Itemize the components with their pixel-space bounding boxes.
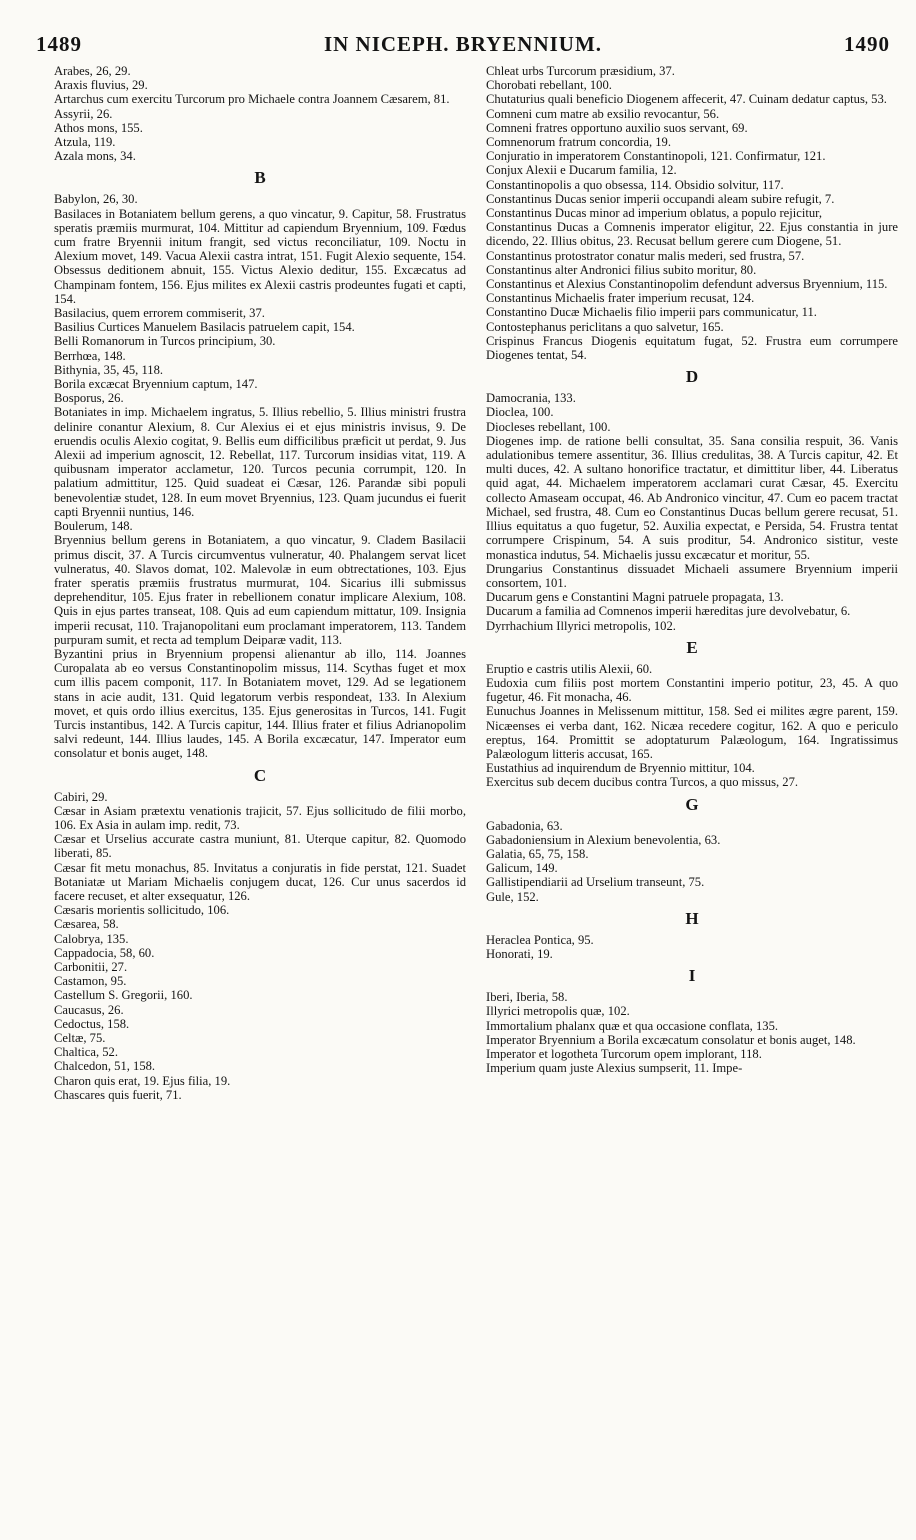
index-entry: Cæsarea, 58. [54, 917, 119, 932]
section-letter: G [685, 794, 699, 814]
index-entry: Chutaturius quali beneficio Diogenem affecerit, 47. Cuinam dedatur captus, 53. [486, 92, 887, 107]
index-entry: Bryennius bellum gerens in Botaniatem, a quo vincatur, 9. Cladem Basilacii primus discit, 37. A Turcis circumventus vulneratur, 40. Phalangem servat licet vulneratus, 40. Slavos domat, 102. Malevolæ in eum obtrectationes, 103. Ejus frater speratis præmiis frustratus murmurat, 104. Sicarius illi submissus deprehenditur, 105. Ejus frater in rebellionem conatur implicare Alexium, 108. Quis in ejus partes transeat, 108. Quis ad eum capiendum mittatur, 109. Insignia imperii recusat, 110. Trajanopolitani eum proclamant imperatorem, 113. Tandem purpuram sumit, et recta ad templum Deiparæ vadit, 113. [54, 533, 466, 647]
index-entry: Illyrici metropolis quæ, 102. [486, 1004, 630, 1019]
index-entry: Eunuchus Joannes in Melissenum mittitur, 158. Sed ei milites ægre parent, 159. Nicæenses ei verba dant, 162. Nicæa recedere cogitur, 162. A quo e periculo ereptus, 164. Promittit se adoptaturum Palæologum, 164. Ingratissimus Palæologum litteris accusat, 165. [486, 704, 898, 761]
index-entry: Athos mons, 155. [54, 120, 143, 135]
index-entry: Chleat urbs Turcorum præsidium, 37. [486, 64, 675, 78]
index-entry: Chaltica, 52. [54, 1045, 119, 1060]
index-entry: Cæsar fit metu monachus, 85. Invitatus a conjuratis in fide perstat, 121. Suadet Botaniatæ ut Mariam Michaelis conjugem ducat, 126. Cur unus sacerdos id facere recuset, et alter exsequatur, 126. [54, 860, 466, 903]
index-entry: Chascares quis fuerit, 71. [54, 1087, 182, 1102]
index-entry: Constantino Ducæ Michaelis filio imperii pars communicatur, 11. [486, 305, 817, 320]
index-entry: Diogenes imp. de ratione belli consultat, 35. Sana consilia respuit, 36. Vanis adulationibus temere assentitur, 36. Illius credulitas, 38. A Turcis capitur, 42. Et multi duces, 42. A sultano honorifice tractatur, et dimittitur liber, 44. Liberatus quid agat, 44. Michaelem imperatorem acclamari curat Cæsar, 45. Exercitu collecto Amaseam occupat, 46. Ab Andronico vincitur, 47. Cum eo pacem tractat Michael, sed frustra, 48. Cum eo Constantinus Ducas bellum gerere recusat, 51. Illius equitatus a quo fugetur, 52. Auxilia expectat, e Persida, 54. Frustra tentat corrumpere Crispinum, 54. A suis proditur, 54. Andronico sistitur, veste monastica indutus, 54. Michaelis jussu excæcatur et moritur, 55. [486, 433, 898, 562]
index-entry: Bithynia, 35, 45, 118. [54, 362, 164, 377]
section-letter: C [253, 765, 267, 785]
index-entry: Constantinus Michaelis frater imperium recusat, 124. [486, 291, 755, 306]
index-entry: Comneni fratres opportuno auxilio suos servant, 69. [486, 120, 748, 135]
index-entry: Cabiri, 29. [54, 789, 108, 804]
index-entry: Imperator Bryennium a Borila excæcatum consolatur et bonis auget, 148. [486, 1032, 856, 1047]
index-entry: Conjuratio in imperatorem Constantinopoli, 121. Confirmatur, 121. [486, 149, 826, 164]
running-title: IN NICEPH. BRYENNIUM. [323, 32, 603, 56]
index-entry: Galicum, 149. [486, 861, 558, 876]
index-entry: Basilacius, quem errorem commiserit, 37. [54, 306, 265, 321]
index-entry: Imperium quam juste Alexius sumpserit, 11. Impe- [486, 1061, 743, 1076]
index-entry: Cæsar et Urselius accurate castra muniunt, 81. Uterque capitur, 82. Quomodo liberati, 85. [54, 832, 466, 861]
index-entry: Constantinus Ducas a Comnenis imperator eligitur, 22. Ejus constantia in jure dicendo, 22. Illius obitus, 23. Recusat bellum gerere cum Diogene, 51. [486, 220, 898, 249]
index-entry: Diocleses rebellant, 100. [486, 419, 611, 434]
index-entry: Comneni cum matre ab exsilio revocantur, 56. [486, 106, 720, 121]
right-column [486, 64, 898, 1075]
page-header [36, 32, 890, 58]
index-entry: Cæsaris morientis sollicitudo, 106. [54, 903, 230, 918]
index-entry: Calobrya, 135. [54, 931, 129, 946]
index-entry: Gabadoniensium in Alexium benevolentia, 63. [486, 832, 721, 847]
index-entry: Gallistipendiarii ad Urselium transeunt, 75. [486, 875, 705, 890]
index-entry: Assyrii, 26. [54, 106, 113, 121]
right-page-number: 1490 [843, 32, 890, 56]
index-entry: Dyrrhachium Illyrici metropolis, 102. [486, 618, 676, 633]
index-entry: Galatia, 65, 75, 158. [486, 846, 589, 861]
index-entry: Constantinus alter Andronici filius subito moritur, 80. [486, 262, 757, 277]
left-page-number: 1489 [36, 32, 82, 56]
index-entry: Berrhœa, 148. [54, 348, 126, 363]
index-entry: Conjux Alexii e Ducarum familia, 12. [486, 163, 677, 178]
section-letter: D [685, 367, 699, 387]
index-entry: Cappadocia, 58, 60. [54, 945, 155, 960]
index-entry: Azala mons, 34. [54, 149, 136, 164]
index-entry: Babylon, 26, 30. [54, 192, 138, 207]
index-entry: Honorati, 19. [486, 946, 553, 961]
index-entry: Ducarum gens e Constantini Magni patruele propagata, 13. [486, 590, 784, 605]
index-entry: Dioclea, 100. [486, 405, 554, 420]
index-entry: Charon quis erat, 19. Ejus filia, 19. [54, 1073, 231, 1088]
index-entry: Chalcedon, 51, 158. [54, 1059, 156, 1074]
index-entry: Belli Romanorum in Turcos principium, 30. [54, 334, 276, 349]
index-entry: Chorobati rebellant, 100. [486, 78, 612, 93]
index-entry: Eustathius ad inquirendum de Bryennio mittitur, 104. [486, 761, 755, 776]
section-letter: H [685, 908, 699, 928]
index-entry: Drungarius Constantinus dissuadet Michaeli assumere Bryennium imperii consortem, 101. [486, 561, 898, 590]
index-entry: Imperator et logotheta Turcorum opem implorant, 118. [486, 1046, 762, 1061]
index-entry: Basilius Curtices Manuelem Basilacis patruelem capit, 154. [54, 320, 355, 335]
index-entry: Contostephanus periclitans a quo salvetur, 165. [486, 319, 724, 334]
index-entry: Castamon, 95. [54, 974, 127, 989]
index-entry: Atzula, 119. [54, 135, 116, 150]
index-entry: Damocrania, 133. [486, 391, 576, 406]
index-entry: Eruptio e castris utilis Alexii, 60. [486, 661, 653, 676]
index-entry: Iberi, Iberia, 58. [486, 990, 568, 1005]
index-entry: Heraclea Pontica, 95. [486, 932, 594, 947]
index-entry: Basilaces in Botaniatem bellum gerens, a quo vincatur, 9. Capitur, 58. Frustratus speratis præmiis murmurat, 104. Mittitur ad capiendum Bryennium, 109. Fœdus cum fratre Bryennii initum frangit, sed victus reconciliatur, 109. Noctu in Alexium movet, 149. Vacua Alexii castra intrat, 151. Fugit Alexio sequente, 154. Obsessus deditionem abnuit, 155. Victus Alexio deditur, 155. Excæcatus ad Champinam fontem, 156. Ejus milites ex Alexii castris prodeuntes fugati et capti, 154. [54, 206, 466, 306]
section-letter: I [688, 966, 696, 986]
index-entry: Constantinus Ducas minor ad imperium oblatus, a populo rejicitur, [486, 206, 822, 221]
index-entry: Bosporus, 26. [54, 391, 124, 406]
index-entry: Boulerum, 148. [54, 519, 133, 534]
index-entry: Borila excæcat Bryennium captum, 147. [54, 377, 258, 392]
index-entry: Castellum S. Gregorii, 160. [54, 988, 193, 1003]
index-entry: Comnenorum fratrum concordia, 19. [486, 135, 672, 150]
index-entry: Byzantini prius in Bryennium propensi alienantur ab illo, 114. Joannes Curopalata ab eo versus Constantinopolim missus, 114. Scythas fuget et mox cum illis pacem componit, 117. In Botaniatem movet, 129. Ad se legationem stans in acie audit, 131. Quid legatorum verbis respondeat, 133. In Alexium movet, et quis ordo illius exercitus, 135. Ejus generositas in Turcos, 141. Fugit Turcis instantibus, 142. A Turcis capitur, 144. Illius frater et filius Adrianopolim salvi redeunt, 144. Illius laudes, 145. A Borila excæcatur, 147. Imperator eum consolatur et bonis auget, 148. [54, 646, 466, 761]
index-entry: Botaniates in imp. Michaelem ingratus, 5. Illius rebellio, 5. Illius ministri frustra delinire conantur Alexium, 8. Cur Alexius ei et ejus ministris invisus, 9. De eruendis oculis Alexio cogitat, 9. Bellis eum difficilibus præficit ut perdat, 9. Jus Alexii ad imperium agnoscit, 12. Rebellat, 117. Turcorum insidias vitat, 119. A quibusnam imperator acclametur, 120. Turcos pecunia corrumpit, 120. In palatium admittitur, 125. Quid suadeat ei Cæsar, 126. Parandæ sibi populi benevolentiæ studet, 128. In eum movet Bryennius, 123. Quam jucundus ei fuerit capti Bryennii nuntius, 146. [54, 405, 466, 519]
index-entry: Constantinus et Alexius Constantinopolim defendunt adversus Bryennium, 115. [486, 277, 888, 292]
index-entry: Gule, 152. [486, 889, 539, 904]
index-entry: Crispinus Francus Diogenis equitatum fugat, 52. Frustra eum corrumpere Diogenes tentat, 54. [486, 333, 898, 363]
index-entry: Ducarum a familia ad Comnenos imperii hæreditas jure devolvebatur, 6. [486, 604, 851, 619]
index-entry: Gabadonia, 63. [486, 818, 563, 833]
left-column [54, 64, 466, 1102]
index-entry: Caucasus, 26. [54, 1002, 124, 1017]
index-entry: Immortalium phalanx quæ et qua occasione conflata, 135. [486, 1018, 779, 1033]
index-entry: Artarchus cum exercitu Turcorum pro Michaele contra Joannem Cæsarem, 81. [54, 92, 450, 107]
index-entry: Cæsar in Asiam prætextu venationis trajicit, 57. Ejus sollicitudo de filii morbo, 106. Ex Asia in aulam imp. redit, 73. [54, 803, 466, 832]
index-entry: Exercitus sub decem ducibus contra Turcos, a quo missus, 27. [486, 775, 799, 790]
index-entry: Carbonitii, 27. [54, 959, 128, 974]
index-entry: Cedoctus, 158. [54, 1016, 130, 1031]
index-entry: Constantinopolis a quo obsessa, 114. Obsidio solvitur, 117. [486, 177, 784, 192]
index-entry: Eudoxia cum filiis post mortem Constantini imperio potitur, 23, 45. A quo fugetur, 46. Fit monacha, 46. [486, 675, 898, 705]
section-letter: E [686, 637, 698, 657]
index-entry: Constantinus Ducas senior imperii occupandi aleam subire refugit, 7. [486, 191, 835, 206]
index-entry: Arabes, 26, 29. [54, 64, 131, 78]
section-letter: B [254, 168, 266, 188]
index-entry: Constantinus protostrator conatur malis mederi, sed frustra, 57. [486, 248, 805, 263]
index-entry: Araxis fluvius, 29. [54, 78, 148, 93]
index-entry: Celtæ, 75. [54, 1031, 106, 1045]
